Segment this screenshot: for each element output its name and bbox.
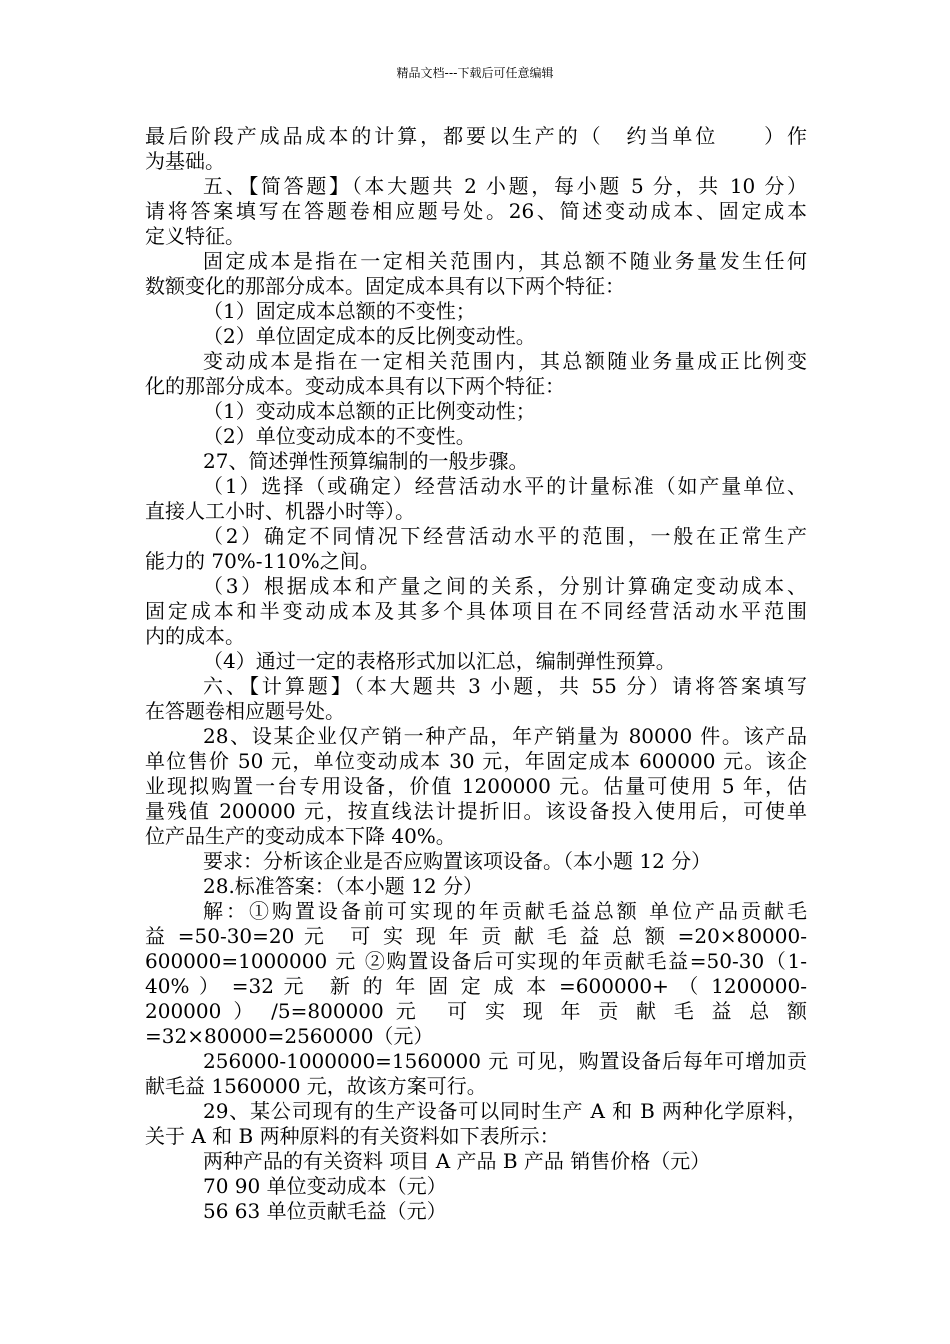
text-line: （3）根据成本和产量之间的关系，分别计算确定变动成本、	[203, 574, 807, 598]
text-line: 在答题卷相应题号处。	[145, 699, 345, 723]
text-line: 益 =50-30=20 元 可 实 现 年 贡 献 毛 益 总 额 =20×80000-	[145, 924, 807, 948]
text-line: 五、【简答题】（本大题共 2 小题，每小题 5 分，共 10 分）	[203, 174, 807, 198]
text-line: （1）选择（或确定）经营活动水平的计量标准（如产量单位、	[203, 474, 807, 498]
text-line: （1）变动成本总额的正比例变动性；	[203, 399, 536, 423]
text-line: 请将答案填写在答题卷相应题号处。26、简述变动成本、固定成本	[145, 199, 807, 223]
text-line: 固定成本和半变动成本及其多个具体项目在不同经营活动水平范围	[145, 599, 807, 623]
text-line: 能力的 70%-110%之间。	[145, 549, 380, 573]
text-line: 量残值 200000 元，按直线法计提折旧。该设备投入使用后，可使单	[145, 799, 807, 823]
text-line: 70 90 单位变动成本（元）	[203, 1174, 447, 1198]
page-header: 精品文档---下载后可任意编辑	[396, 66, 554, 80]
text-line: 40% ） =32 元 新 的 年 固 定 成 本 =600000+ （ 1200000-	[145, 974, 807, 998]
text-line: 要求：分析该企业是否应购置该项设备。（本小题 12 分）	[203, 849, 712, 873]
text-line: 解：①购置设备前可实现的年贡献毛益总额 单位产品贡献毛	[203, 899, 807, 923]
text-line: 为基础。	[145, 149, 225, 173]
text-line: （4）通过一定的表格形式加以汇总，编制弹性预算。	[203, 649, 676, 673]
text-line: （1）固定成本总额的不变性；	[203, 299, 476, 323]
text-line: 直接人工小时、机器小时等）。	[145, 499, 415, 523]
text-line: 六、【计算题】（本大题共 3 小题，共 55 分）请将答案填写	[203, 674, 807, 698]
text-line: 化的那部分成本。变动成本具有以下两个特征：	[145, 374, 565, 398]
text-line: =32×80000=2560000（元）	[145, 1024, 434, 1048]
text-line: 献毛益 1560000 元，故该方案可行。	[145, 1074, 487, 1098]
text-line: 固定成本是指在一定相关范围内，其总额不随业务量发生任何	[203, 249, 807, 273]
document-body	[145, 124, 807, 1224]
text-line: 位产品生产的变动成本下降 40%。	[145, 824, 456, 848]
text-line: 变动成本是指在一定相关范围内，其总额随业务量成正比例变	[203, 349, 807, 373]
text-line: 29、某公司现有的生产设备可以同时生产 A 和 B 两种化学原料，	[203, 1099, 807, 1123]
text-line: （2）单位固定成本的反比例变动性。	[203, 324, 536, 348]
text-line: 业现拟购置一台专用设备，价值 1200000 元。估量可使用 5 年，估	[145, 774, 807, 798]
text-line: 28、设某企业仅产销一种产品，年产销量为 80000 件。该产品	[203, 724, 807, 748]
text-line: （2）确定不同情况下经营活动水平的范围，一般在正常生产	[203, 524, 807, 548]
text-line: 最后阶段产成品成本的计算，都要以生产的（ 约当单位 ）作	[145, 124, 807, 148]
text-line: 数额变化的那部分成本。固定成本具有以下两个特征：	[145, 274, 625, 298]
text-line: 56 63 单位贡献毛益（元）	[203, 1199, 447, 1223]
text-line: 28.标准答案：（本小题 12 分）	[203, 874, 483, 898]
text-line: 200000 ） /5=800000 元 可 实 现 年 贡 献 毛 益 总 额	[145, 999, 807, 1023]
text-line: 600000=1000000 元 ②购置设备后可实现的年贡献毛益=50-30（1-	[145, 949, 807, 973]
text-line: 256000-1000000=1560000 元 可见，购置设备后每年可增加贡	[203, 1049, 807, 1073]
text-line: 27、简述弹性预算编制的一般步骤。	[203, 449, 529, 473]
text-line: 单位售价 50 元，单位变动成本 30 元，年固定成本 600000 元。该企	[145, 749, 807, 773]
text-line: （2）单位变动成本的不变性。	[203, 424, 476, 448]
text-line: 内的成本。	[145, 624, 245, 648]
text-line: 定义特征。	[145, 224, 245, 248]
text-line: 关于 A 和 B 两种原料的有关资料如下表所示：	[145, 1124, 560, 1148]
text-line: 两种产品的有关资料 项目 A 产品 B 产品 销售价格（元）	[203, 1149, 711, 1173]
